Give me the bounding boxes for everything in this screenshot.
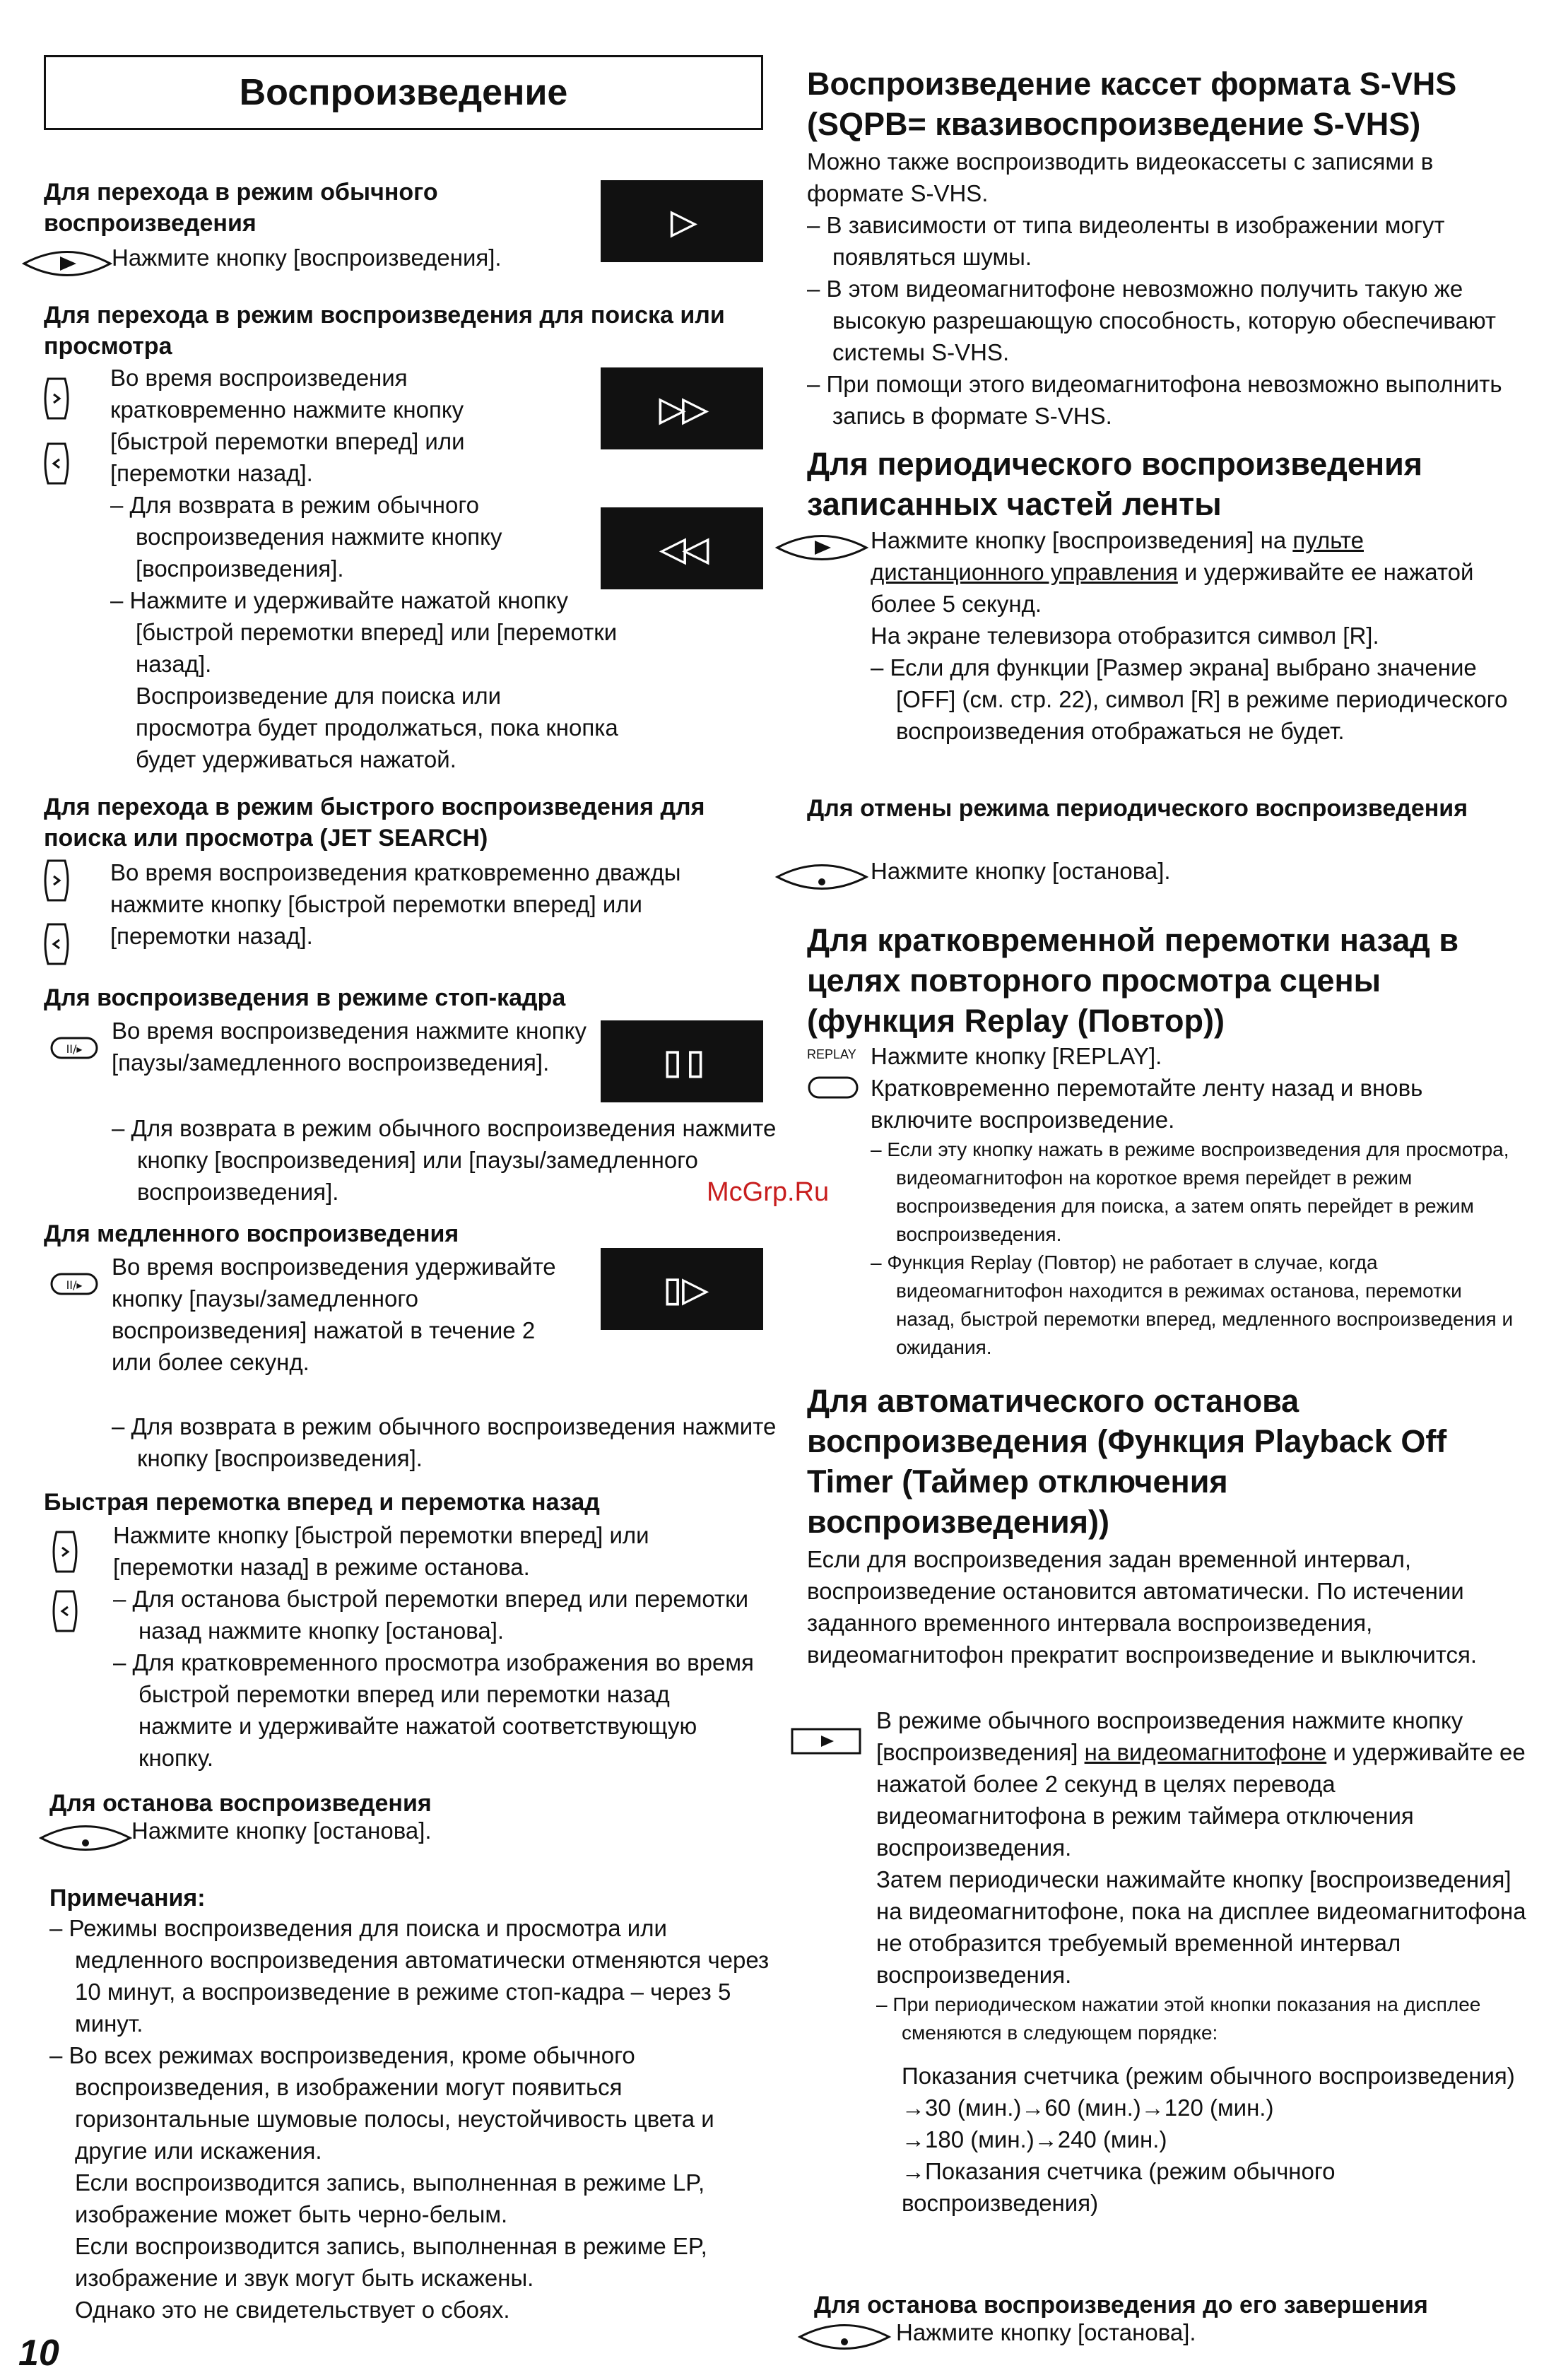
fast-forward-button-icon — [41, 858, 72, 903]
stop-before-end-text: Нажмите кнопку [останова]. — [896, 2319, 1196, 2345]
offtimer-body — [876, 1704, 1526, 2219]
replay-text-2: Кратковременно перемотайте ленту назад и вновь включите воспроизведение. — [871, 1075, 1423, 1133]
repeat-heading: Для периодического воспроизведения записанных частей ленты — [807, 446, 1422, 522]
search-notes — [110, 489, 619, 775]
sequence-step-1: Показания счетчика (режим обычного воспроизведения) — [902, 2063, 1515, 2089]
search-heading: Для перехода в режим воспроизведения для поиска или просмотра — [44, 302, 725, 360]
stop-text: Нажмите кнопку [останова]. — [131, 1818, 432, 1844]
replay-button-icon — [807, 1076, 859, 1100]
repeat-body — [871, 524, 1521, 747]
slow-note: – Для возврата в режим обычного воспроизведения нажмите кнопку [воспроизведения]. — [112, 1410, 794, 1474]
page-number: 10 — [18, 2333, 59, 2374]
offtimer-step-2: Затем периодически нажимайте кнопку [воспроизведения] на видеомагнитофоне, пока на дисплее видеомагнитофона не отобразится требуемый временной интервал воспроизведения. — [876, 1866, 1526, 1988]
sequence-step-4: →Показания счетчика (режим обычного воспроизведения) — [902, 2158, 1336, 2216]
fast-forward-button-icon — [41, 376, 72, 421]
rewind-button-icon — [49, 1589, 81, 1634]
slow-heading: Для медленного воспроизведения — [44, 1220, 459, 1247]
svhs-note-2: – В этом видеомагнитофоне невозможно получить такую же высокую разрешающую способность, которую обеспечивают системы S-VHS. — [807, 273, 1521, 368]
note-2b: Если воспроизводится запись, выполненная в режиме LP, изображение может быть черно-белым. — [75, 2169, 705, 2227]
still-text: Во время воспроизведения нажмите кнопку [паузы/замедленного воспроизведения]. — [112, 1018, 587, 1076]
replay-text-1: Нажмите кнопку [REPLAY]. — [871, 1043, 1162, 1069]
offtimer-step-1: В режиме обычного воспроизведения нажмите кнопку [воспроизведения] — [876, 1707, 1463, 1765]
repeat-text-2: На экране телевизора отобразится символ [R]. — [871, 623, 1379, 649]
notes-list — [49, 1912, 770, 2326]
svhs-text: Можно также воспроизводить видеокассеты с записями в формате S-VHS. — [807, 148, 1434, 206]
stop-button-icon — [38, 1820, 133, 1856]
remote-control-link: пульте дистанционного управления — [871, 527, 1364, 585]
fast-forward-osd: ▷▷ — [601, 367, 763, 449]
cancel-heading: Для отмены режима периодического воспроизведения — [807, 795, 1468, 822]
jet-search-text: Во время воспроизведения кратковременно дважды нажмите кнопку [быстрой перемотки вперед] или [перемотки назад]. — [110, 859, 681, 949]
notes-heading: Примечания: — [49, 1885, 206, 1911]
fast-forward-button-icon — [49, 1529, 81, 1574]
still-heading: Для воспроизведения в режиме стоп-кадра — [44, 984, 566, 1011]
pause-slow-button-icon — [49, 1036, 99, 1060]
replay-note-2: – Функция Replay (Повтор) не работает в случае, когда видеомагнитофон находится в режимах останова, перемотки назад, быстрой перемотки вперед, медленного воспроизведения и ожидания. — [871, 1249, 1521, 1362]
svhs-note-3: – При помощи этого видеомагнитофона невозможно выполнить запись в формате S-VHS. — [807, 368, 1521, 432]
replay-body — [871, 1040, 1521, 1362]
ffrew-heading: Быстрая перемотка вперед и перемотка назад — [44, 1489, 600, 1516]
cancel-text: Нажмите кнопку [останова]. — [871, 858, 1171, 884]
watermark: McGrp.Ru — [707, 1177, 830, 1207]
on-vcr-link: на видеомагнитофоне — [1084, 1739, 1327, 1765]
slow-osd: ▯▷ — [601, 1248, 763, 1330]
heading: Для перехода в режим обычного воспроизведения — [44, 179, 438, 237]
ffrew-note-1: – Для останова быстрой перемотки вперед или перемотки назад нажмите кнопку [останова]. — [113, 1583, 763, 1646]
stop-button-icon — [797, 2319, 892, 2355]
search-note-2b: Воспроизведение для поиска или просмотра будет продолжаться, пока кнопка будет удерживаться нажатой. — [136, 683, 618, 772]
svg-text:II/▸: II/▸ — [66, 1042, 83, 1056]
search-text: Во время воспроизведения кратковременно нажмите кнопку [быстрой перемотки вперед] или [перемотки назад]. — [110, 365, 465, 486]
note-2d: Однако это не свидетельствует о сбоях. — [75, 2297, 510, 2323]
pause-slow-button-icon — [49, 1272, 99, 1296]
stop-heading: Для останова воспроизведения — [49, 1790, 432, 1817]
play-button-icon — [21, 246, 113, 281]
sequence-step-2: →30 (мин.)→60 (мин.)→120 (мин.) — [902, 2095, 1274, 2121]
repeat-text-b: и удерживайте ее нажатой более 5 секунд. — [871, 559, 1474, 617]
offtimer-step-1b: и удерживайте ее нажатой более 2 секунд в целях перевода видеомагнитофона в режим таймера отключения воспроизведения. — [876, 1739, 1526, 1861]
rewind-button-icon — [41, 921, 72, 967]
note-1: – Режимы воспроизведения для поиска и просмотра или медленного воспроизведения автоматически отменяются через 10 минут, а воспроизведение в режиме стоп-кадра – через 5 минут. — [49, 1912, 770, 2039]
jet-search-heading: Для перехода в режим быстрого воспроизведения для поиска или просмотра (JET SEARCH) — [44, 794, 705, 852]
still-osd: ▯▯ — [601, 1020, 763, 1102]
replay-heading: Для кратковременной перемотки назад в целях повторного просмотра сцены (функция Replay (Повтор)) — [807, 922, 1459, 1039]
stop-button-icon — [774, 859, 869, 895]
repeat-text: Нажмите кнопку [воспроизведения] на — [871, 527, 1287, 553]
ffrew-text: Нажмите кнопку [быстрой перемотки вперед] или [перемотки назад] в режиме останова. — [113, 1522, 649, 1580]
play-button-icon — [774, 530, 869, 565]
note-2: – Во всех режимах воспроизведения, кроме обычного воспроизведения, в изображении могут появиться горизонтальные шумовые полосы, неустойчивость цвета и другие или искажения. — [49, 2039, 770, 2167]
sequence-step-3: →180 (мин.)→240 (мин.) — [902, 2126, 1167, 2152]
replay-button-label: REPLAY — [807, 1047, 856, 1061]
svhs-heading: Воспроизведение кассет формата S-VHS (SQPB= квазивоспроизведение S-VHS) — [807, 66, 1457, 142]
offtimer-heading: Для автоматического останова воспроизведения (Функция Playback Off Timer (Таймер отключения воспроизведения)) — [807, 1383, 1447, 1540]
rewind-osd: ◁◁ — [601, 507, 763, 589]
slow-text: Во время воспроизведения удерживайте кнопку [паузы/замедленного воспроизведения] нажатой в течение 2 или более секунд. — [112, 1254, 556, 1375]
svhs-body — [807, 146, 1521, 432]
svg-text:II/▸: II/▸ — [66, 1278, 83, 1292]
search-body — [110, 362, 548, 489]
offtimer-note: – При периодическом нажатии этой кнопки показания на дисплее сменяются в следующем порядке: — [876, 1991, 1526, 2047]
normal-play-text: Нажмите кнопку [воспроизведения]. — [112, 245, 502, 271]
search-note-1: – Для возврата в режим обычного воспроизведения нажмите кнопку [воспроизведения]. — [110, 489, 619, 584]
search-note-2: – Нажмите и удерживайте нажатой кнопку [быстрой перемотки вперед] или [перемотки назад]. — [110, 584, 619, 680]
vcr-play-button-icon — [790, 1727, 862, 1755]
replay-note-1: – Если эту кнопку нажать в режиме воспроизведения для просмотра, видеомагнитофон на короткое время перейдет в режим воспроизведения для поиска, а затем опять перейдет в режим воспроизведения. — [871, 1136, 1521, 1249]
section-normal-play — [44, 177, 581, 239]
page-title: Воспроизведение — [44, 55, 763, 130]
svhs-note-1: – В зависимости от типа видеоленты в изображении могут появляться шумы. — [807, 209, 1521, 273]
still-note: – Для возврата в режим обычного воспроизведения нажмите кнопку [воспроизведения] или [паузы/замедленного воспроизведения]. — [112, 1112, 794, 1208]
play-osd: ▷ — [601, 180, 763, 262]
offtimer-sequence — [876, 2060, 1526, 2219]
ffrew-note-2: – Для кратковременного просмотра изображения во время быстрой перемотки вперед или перемотки назад нажмите и удерживайте нажатой соответствующую кнопку. — [113, 1646, 763, 1774]
offtimer-text: Если для воспроизведения задан временной интервал, воспроизведение остановится автоматически. По истечении заданного временного интервала воспроизведения, видеомагнитофон прекратит воспроизведение и выключится. — [807, 1546, 1478, 1668]
ffrew-notes — [113, 1583, 763, 1774]
repeat-note: – Если для функции [Размер экрана] выбрано значение [OFF] (см. стр. 22), символ [R] в режиме периодического воспроизведения отображаться не будет. — [871, 652, 1521, 747]
rewind-button-icon — [41, 441, 72, 486]
stop-before-end-heading: Для останова воспроизведения до его завершения — [814, 2292, 1428, 2319]
note-2c: Если воспроизводится запись, выполненная в режиме EP, изображение и звук могут быть искажены. — [75, 2233, 707, 2291]
